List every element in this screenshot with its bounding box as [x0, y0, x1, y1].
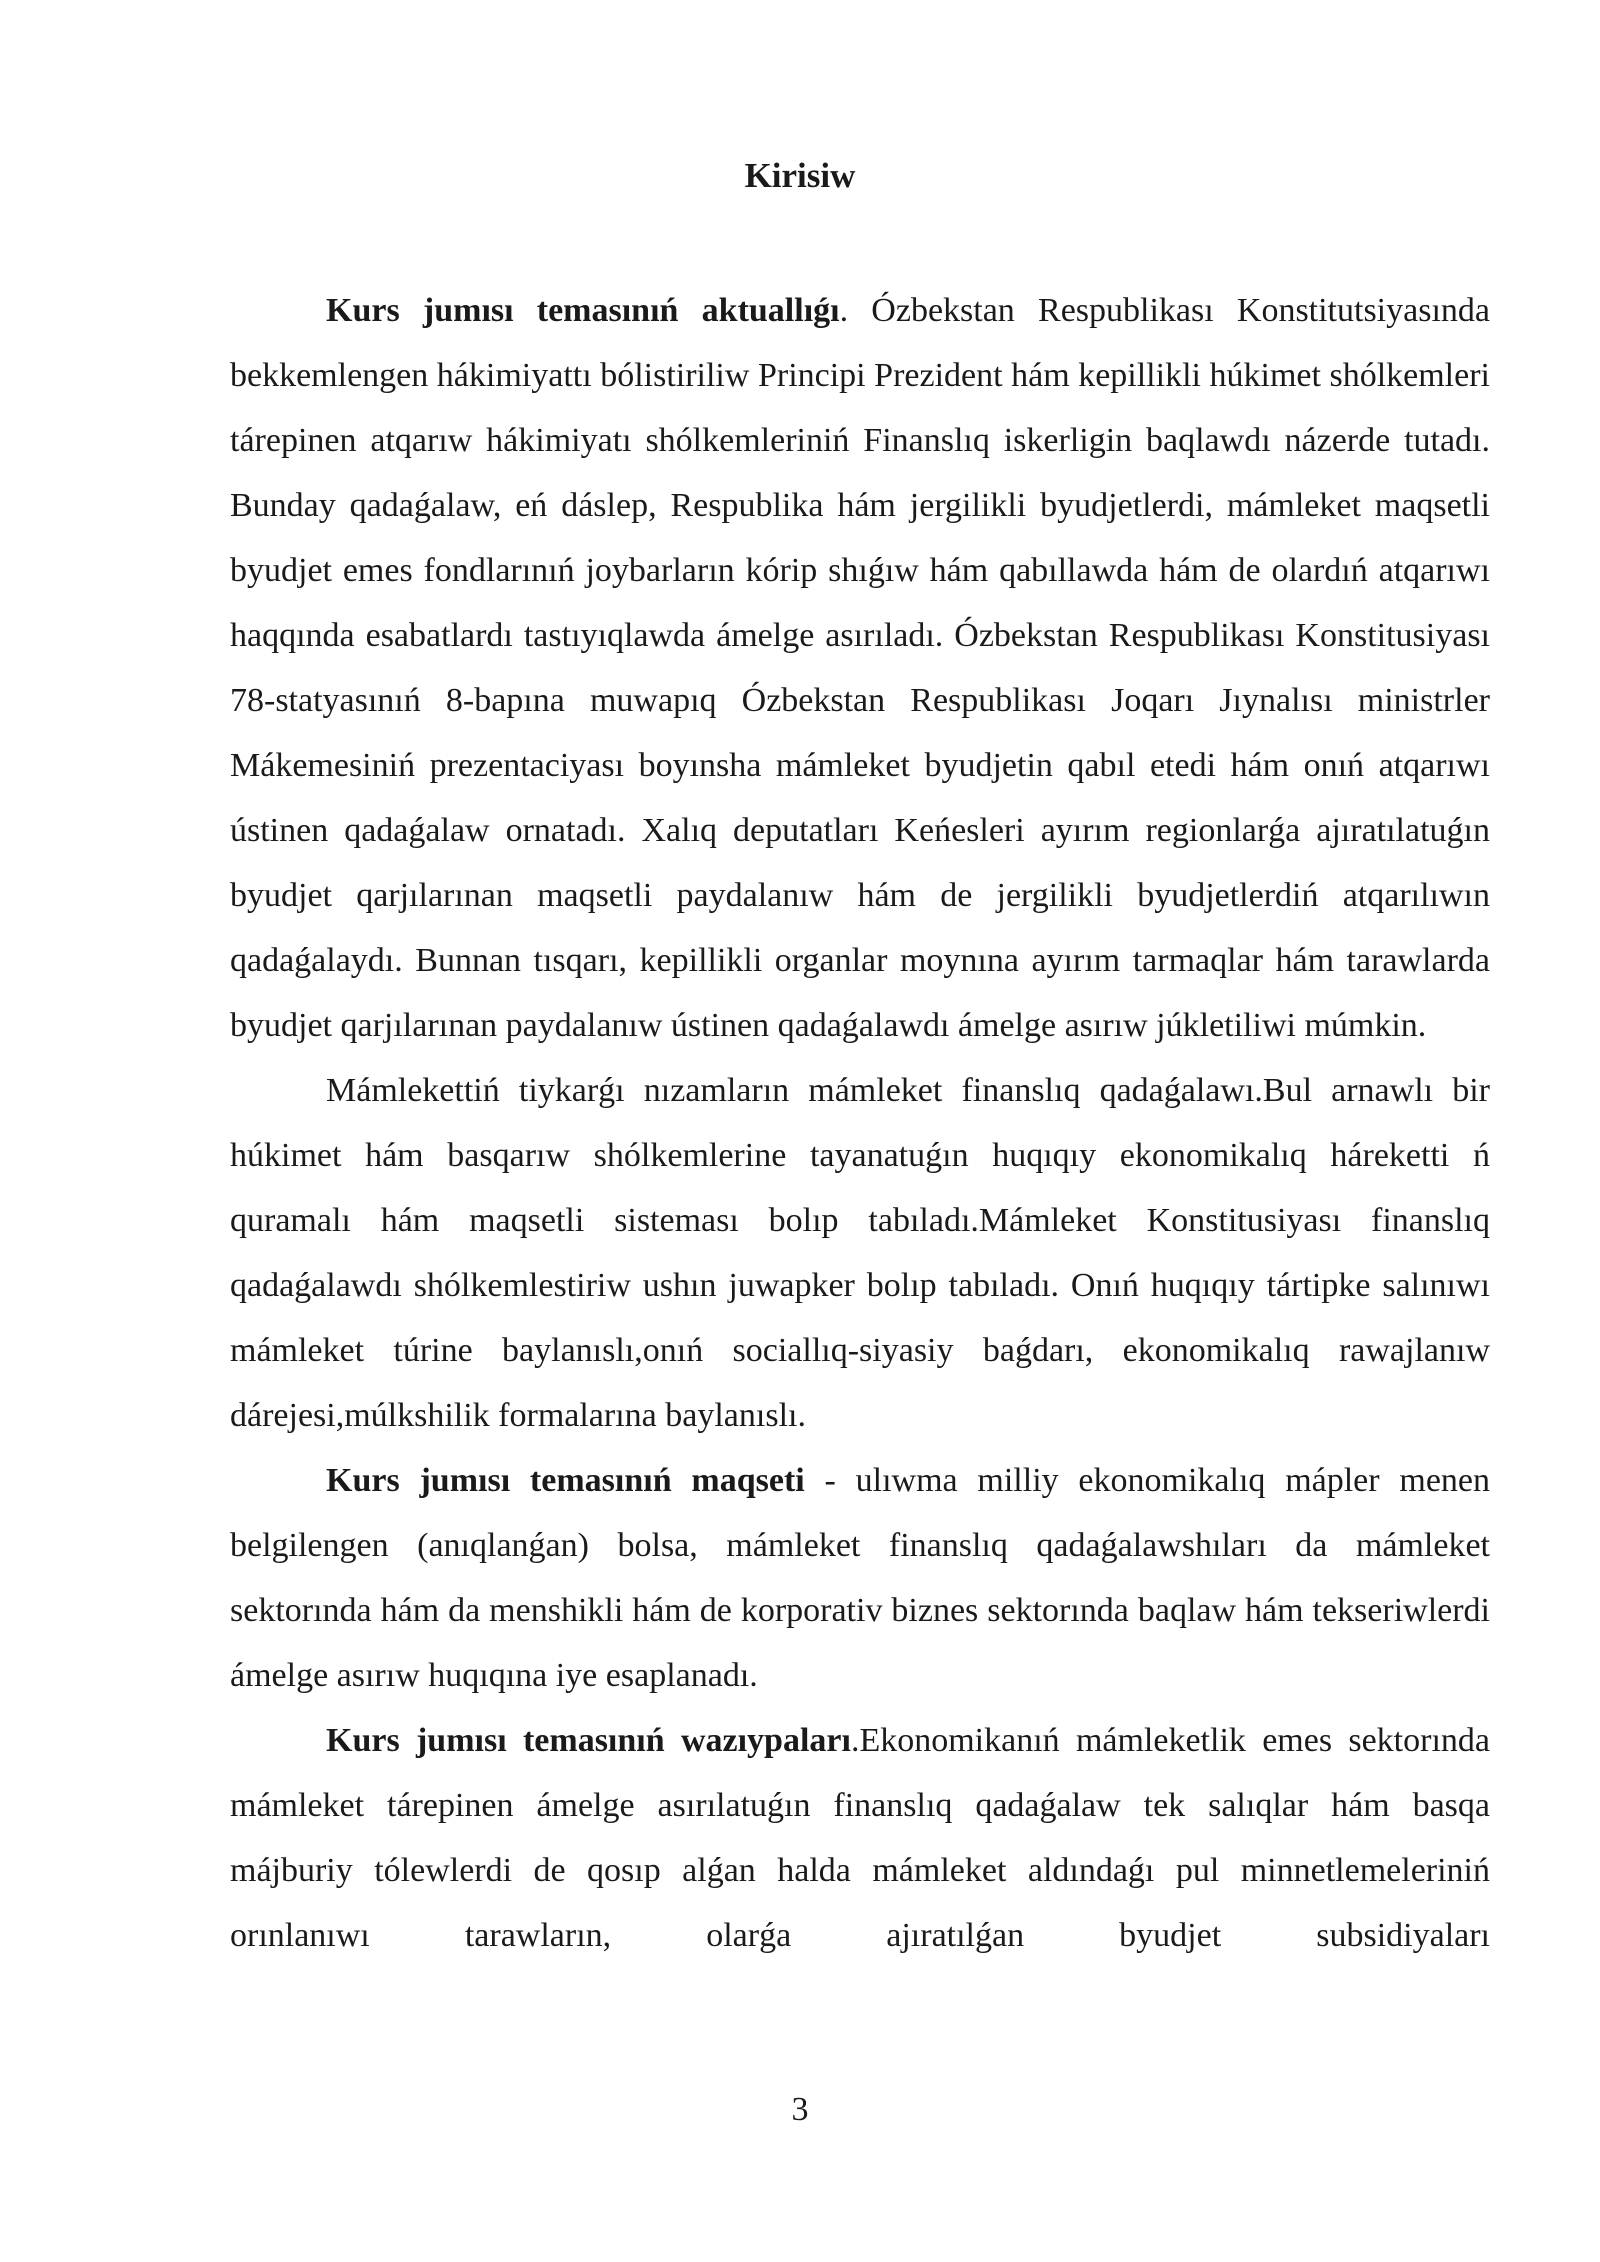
paragraph-lead: Kurs jumısı temasınıń aktuallıǵı: [326, 292, 840, 329]
page-title: Kirisiw: [744, 156, 856, 195]
paragraph-lead: Kurs jumısı temasınıń wazıypaları: [326, 1722, 851, 1759]
paragraph-text: - ulıwma milliy ekonomikalıq mápler menen belgilengen (anıqlanǵan) bolsa, mámleket finanslıq qadaǵalawshıları da mámleket sektorında hám da menshikli hám de korporativ biznes sektorında baqlaw hám tekseriwlerdi ámelge asırıw huqıqına iye esaplanadı.: [230, 1462, 1491, 1694]
paragraph-text: .Ekonomikanıń mámleketlik emes sektorında mámleket tárepinen ámelge asırılatuǵın finanslıq qadaǵalaw tek salıqlar hám basqa májburiy tólewlerdi de qosıp alǵan halda mámleket aldındaǵı pul minnetlemeleriniń orınlanıwı tarawların, olarǵa ajıratılǵan byudjet subsidiyaları: [230, 1722, 1490, 1954]
paragraph-state-control: [230, 1058, 1490, 1448]
page-number: 3: [791, 2091, 809, 2128]
paragraph-text: Mámlekettiń tiykarǵı nızamların mámleket finanslıq qadaǵalawı.Bul arnawlı bir húkimet hám basqarıw shólkemlerine tayanatuǵın huqıqıy ekonomikalıq háreketti ń quramalı hám maqsetli sisteması bolıp tabıladı.Mámleket Konstitusiyası finanslıq qadaǵalawdı shólkemlestiriw ushın juwapker bolıp tabıladı. Onıń huqıqıy tártipke salınıwı mámleket túrine baylanıslı,onıń sociallıq-siyasiy baǵdarı, ekonomikalıq rawajlanıw dárejesi,múlkshilik formalarına baylanıslı.: [230, 1072, 1490, 1434]
paragraph-lead: Kurs jumısı temasınıń maqseti: [326, 1462, 805, 1499]
paragraph-goal: [230, 1448, 1490, 1708]
body-text: [230, 278, 1490, 1968]
paragraph-text: . Ózbekstan Respublikası Konstitutsiyasında bekkemlengen hákimiyattı bólistiriliw Principi Prezident hám kepillikli húkimet shólkemleri tárepinen atqarıw hákimiyatı shólkemleriniń Finanslıq iskerligin baqlawdı názerde tutadı. Bunday qadaǵalaw, eń dáslep, Respublika hám jergilikli byudjetlerdi, mámleket maqsetli byudjet emes fondlarınıń joybarların kórip shıǵıw hám qabıllawda hám de olardıń atqarıwı haqqında esabatlardı tastıyıqlawda ámelge asırıladı. Ózbekstan Respublikası Konstitusiyası 78-statyasınıń 8-bapına muwapıq Ózbekstan Respublikası Joqarı Jıynalısı ministrler Mákemesiniń prezentaciyası boyınsha mámleket byudjetin qabıl etedi hám onıń atqarıwı ústinen qadaǵalaw ornatadı. Xalıq deputatları Keńesleri ayırım regionlarǵa ajıratılatuǵın byudjet qarjılarınan maqsetli paydalanıw hám de jergilikli byudjetlerdiń atqarılıwın qadaǵalaydı. Bunnan tısqarı, kepillikli organlar moynına ayırım tarmaqlar hám tarawlarda byudjet qarjılarınan paydalanıw ústinen qadaǵalawdı ámelge asırıw júkletiliwi múmkin.: [230, 292, 1490, 1044]
paragraph-tasks: [230, 1708, 1490, 1968]
paragraph-relevance: [230, 278, 1490, 1058]
